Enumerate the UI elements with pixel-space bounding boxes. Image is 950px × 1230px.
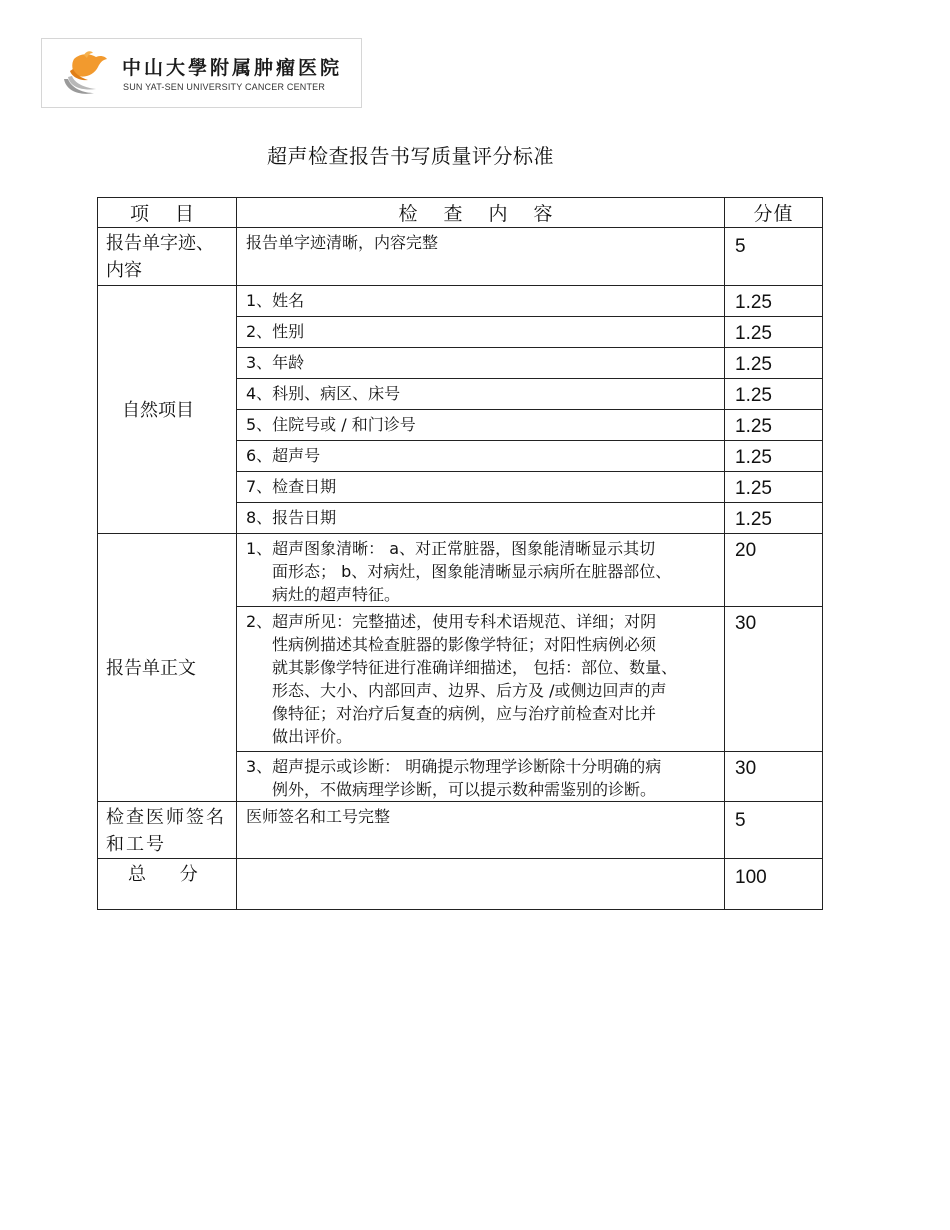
- content-line: 病灶的超声特征。: [272, 585, 401, 604]
- content-cell: 6、超声号: [237, 441, 725, 472]
- header-content: 检 查 内 容: [237, 198, 725, 228]
- score-cell: 1.25: [725, 348, 823, 379]
- score-cell: 5: [725, 802, 823, 859]
- content-cell: [237, 534, 725, 607]
- table-row: [98, 859, 823, 910]
- hospital-emblem-icon: [60, 49, 110, 97]
- score-cell: 1.25: [725, 286, 823, 317]
- score-cell: 1.25: [725, 379, 823, 410]
- table-row: [98, 286, 823, 317]
- item-cell: 报告单正文: [98, 534, 237, 802]
- content-line: 例外，不做病理学诊断，可以提示数种需鉴别的诊断。: [272, 780, 657, 799]
- content-line: 2、超声所见：完整描述，使用专科术语规范、详细；对阴: [246, 612, 657, 631]
- score-cell: 100: [725, 859, 823, 910]
- content-line: 面形态； b、对病灶，图象能清晰显示病所在脏器部位、: [272, 562, 672, 581]
- content-cell: [237, 752, 725, 802]
- content-line: 做出评价。: [272, 727, 353, 746]
- table-row: [98, 534, 823, 607]
- content-cell: 7、检查日期: [237, 472, 725, 503]
- score-cell: 30: [725, 607, 823, 752]
- item-cell: 检查医师签名和工号: [98, 802, 237, 859]
- content-cell: [237, 859, 725, 910]
- content-line: 1、超声图象清晰： a、对正常脏器，图象能清晰显示其切: [246, 539, 656, 558]
- content-cell: 1、姓名: [237, 286, 725, 317]
- item-cell: 报告单字迹、内容: [98, 228, 237, 286]
- score-cell: 5: [725, 228, 823, 286]
- logo-english-name: SUN YAT-SEN UNIVERSITY CANCER CENTER: [123, 82, 326, 92]
- content-line: 性病例描述其检查脏器的影像学特征；对阳性病例必须: [272, 635, 657, 654]
- table-row: [98, 228, 823, 286]
- hospital-logo: [41, 38, 362, 108]
- score-cell: 1.25: [725, 410, 823, 441]
- content-line: 像特征；对治疗后复查的病例，应与治疗前检查对比并: [272, 704, 657, 723]
- score-cell: 30: [725, 752, 823, 802]
- content-line: 3、超声提示或诊断： 明确提示物理学诊断除十分明确的病: [246, 757, 662, 776]
- content-cell: [237, 607, 725, 752]
- table-row: [98, 802, 823, 859]
- content-cell: 医师签名和工号完整: [237, 802, 725, 859]
- score-cell: 1.25: [725, 441, 823, 472]
- document-title: 超声检查报告书写质量评分标准: [267, 144, 554, 168]
- content-cell: 5、住院号或 / 和门诊号: [237, 410, 725, 441]
- logo-chinese-name: 中山大學附属肿瘤医院: [122, 57, 343, 79]
- score-cell: 1.25: [725, 317, 823, 348]
- scoring-table: [97, 197, 823, 910]
- content-cell: 4、科别、病区、床号: [237, 379, 725, 410]
- content-line: 就其影像学特征进行准确详细描述， 包括：部位、数量、: [272, 658, 678, 677]
- score-cell: 20: [725, 534, 823, 607]
- content-cell: 2、性别: [237, 317, 725, 348]
- content-cell: 8、报告日期: [237, 503, 725, 534]
- header-score: 分值: [725, 198, 823, 228]
- table-header-row: [98, 198, 823, 228]
- content-line: 形态、大小、内部回声、边界、后方及 /或侧边回声的声: [272, 681, 667, 700]
- header-item: 项 目: [98, 198, 237, 228]
- score-cell: 1.25: [725, 472, 823, 503]
- content-cell: 3、年龄: [237, 348, 725, 379]
- content-cell: 报告单字迹清晰，内容完整: [237, 228, 725, 286]
- score-cell: 1.25: [725, 503, 823, 534]
- item-cell: 自然项目: [98, 286, 237, 534]
- item-cell: 总 分: [98, 859, 237, 910]
